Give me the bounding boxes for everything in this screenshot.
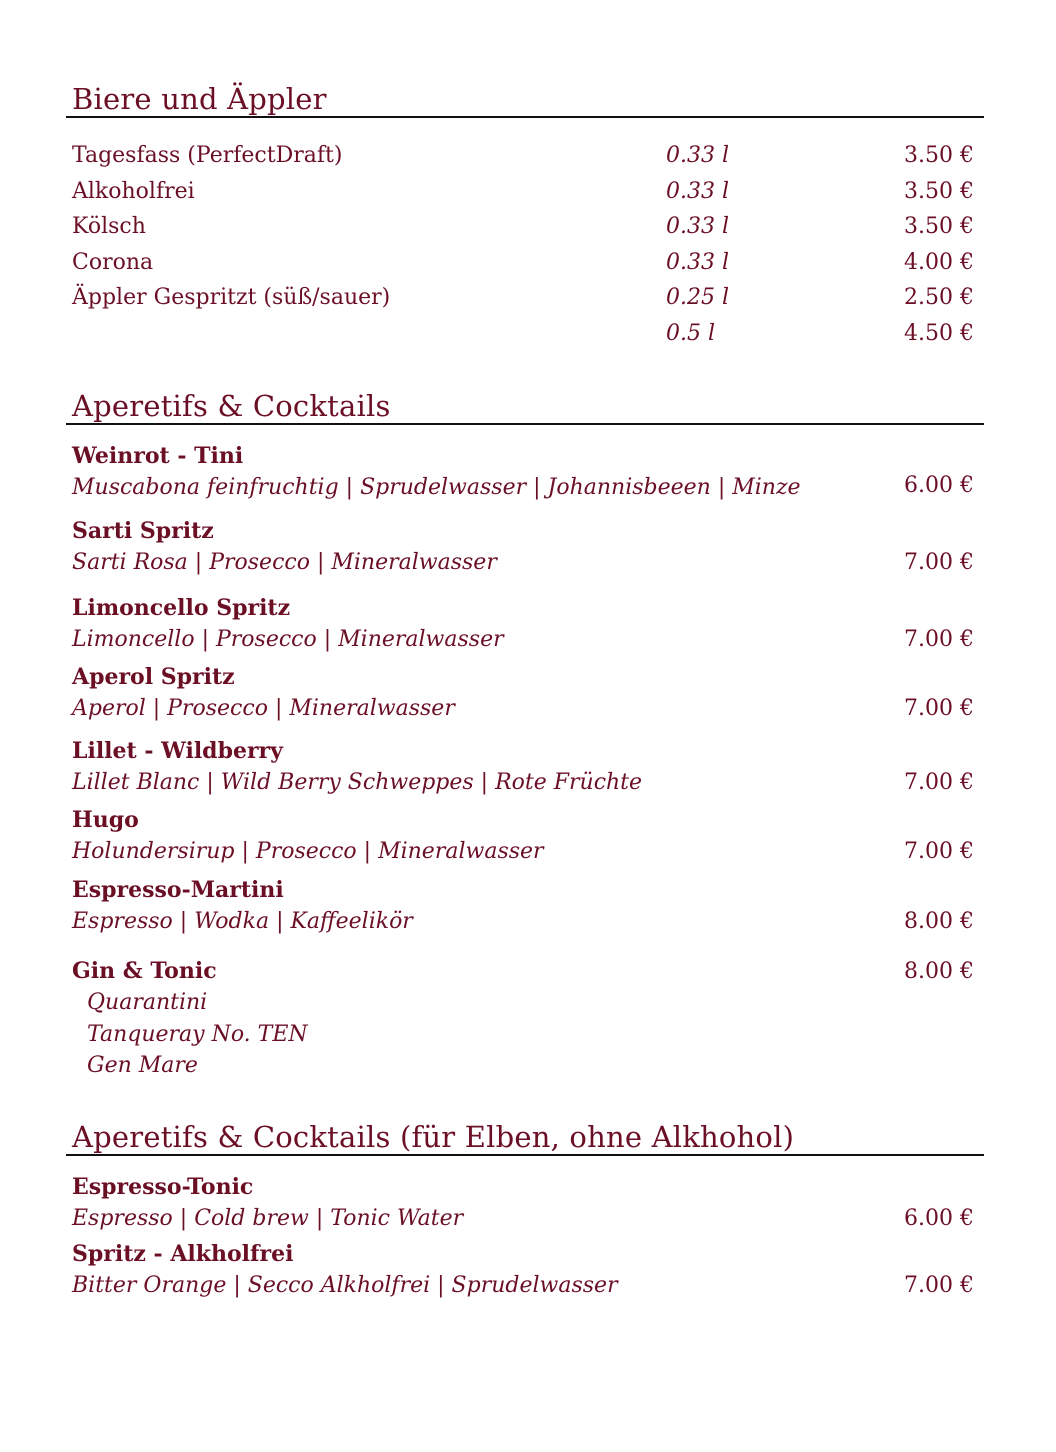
item-name: Lillet - Wildberry <box>72 738 283 764</box>
gin-options-list <box>72 987 978 1082</box>
item-description: Espresso | Wodka | Kaffeelikör <box>72 909 413 934</box>
beer-price: 3.50 € <box>904 178 974 204</box>
section-title-cocktails: Aperetifs & Cocktails <box>66 389 984 425</box>
beer-row <box>66 280 984 316</box>
section-title-alcohol-free: Aperetifs & Cocktails (für Elben, ohne Alkhohol) <box>66 1120 984 1156</box>
item-price: 7.00 € <box>904 627 974 652</box>
beer-list <box>66 138 984 352</box>
beer-row <box>66 138 984 174</box>
beer-size: 0.5 l <box>666 320 716 346</box>
item-price: 8.00 € <box>904 909 974 934</box>
item-name: Hugo <box>72 807 139 833</box>
beer-size: 0.33 l <box>666 249 730 275</box>
beer-name: Kölsch <box>72 214 146 240</box>
beer-name: Tagesfass (PerfectDraft) <box>72 143 343 168</box>
item-price: 6.00 € <box>904 473 974 498</box>
item-description: Muscabona feinfruchtig | Sprudelwasser | Johannisbeeen | Minze <box>72 475 801 500</box>
menu-item-gin-tonic <box>72 956 978 1082</box>
beer-row <box>66 316 984 352</box>
menu-item <box>72 1172 978 1234</box>
item-name: Spritz - Alkholfrei <box>72 1241 294 1267</box>
item-name: Sarti Spritz <box>72 518 214 544</box>
item-price: 7.00 € <box>904 770 974 795</box>
item-description: Limoncello | Prosecco | Mineralwasser <box>72 627 504 652</box>
beer-name: Alkoholfrei <box>72 178 195 204</box>
item-description: Sarti Rosa | Prosecco | Mineralwasser <box>72 550 497 575</box>
item-description: Espresso | Cold brew | Tonic Water <box>72 1206 464 1231</box>
item-price: 7.00 € <box>904 550 974 575</box>
beer-size: 0.25 l <box>666 285 730 311</box>
beer-name: Äppler Gespritzt (süß/sauer) <box>72 285 391 311</box>
menu-item <box>72 875 978 937</box>
menu-item <box>72 736 978 798</box>
item-name: Aperol Spritz <box>72 664 235 690</box>
item-name: Gin & Tonic <box>72 958 217 984</box>
section-beer <box>66 82 984 352</box>
item-price: 8.00 € <box>904 959 974 984</box>
item-price: 7.00 € <box>904 1273 974 1298</box>
section-alcohol-free <box>66 1120 984 1320</box>
item-name: Weinrot - Tini <box>72 443 244 469</box>
item-price: 7.00 € <box>904 839 974 864</box>
beer-price: 3.50 € <box>904 214 974 240</box>
menu-item <box>72 1239 978 1301</box>
beer-size: 0.33 l <box>666 214 730 240</box>
section-title-beer: Biere und Äppler <box>66 82 984 118</box>
beer-row <box>66 174 984 210</box>
menu-item <box>72 805 978 867</box>
gin-option: Quarantini <box>87 990 208 1015</box>
menu-item <box>72 593 978 655</box>
item-name: Limoncello Spritz <box>72 595 291 621</box>
beer-price: 4.50 € <box>904 320 974 346</box>
beer-size: 0.33 l <box>666 143 730 168</box>
item-name: Espresso-Martini <box>72 877 284 903</box>
item-description: Holundersirup | Prosecco | Mineralwasser <box>72 839 544 864</box>
menu-item <box>72 662 978 724</box>
section-cocktails <box>66 389 984 1089</box>
menu-item <box>72 516 978 578</box>
item-name: Espresso-Tonic <box>72 1174 254 1200</box>
beer-price: 3.50 € <box>904 143 974 168</box>
item-price: 6.00 € <box>904 1206 974 1231</box>
beer-row <box>66 209 984 245</box>
item-description: Lillet Blanc | Wild Berry Schweppes | Rote Früchte <box>72 770 643 795</box>
item-price: 7.00 € <box>904 696 974 721</box>
gin-option: Gen Mare <box>87 1053 198 1078</box>
menu-item <box>72 441 978 503</box>
beer-size: 0.33 l <box>666 178 730 204</box>
item-description: Bitter Orange | Secco Alkholfrei | Sprudelwasser <box>72 1273 618 1298</box>
beer-price: 2.50 € <box>904 285 974 311</box>
gin-option: Tanqueray No. TEN <box>87 1021 308 1047</box>
beer-row <box>66 245 984 281</box>
item-description: Aperol | Prosecco | Mineralwasser <box>72 696 455 721</box>
beer-name: Corona <box>72 249 154 275</box>
beer-price: 4.00 € <box>904 249 974 275</box>
